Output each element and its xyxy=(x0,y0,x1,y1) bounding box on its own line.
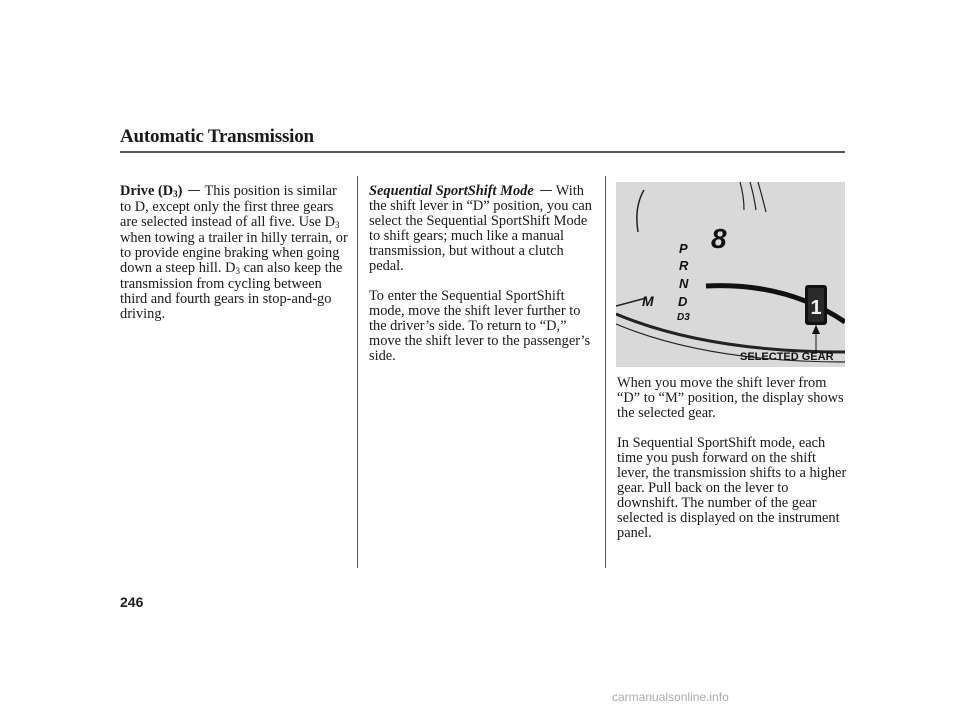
selected-gear-paragraph-1: When you move the shift lever from “D” to “M” position, the display shows the selected gear. xyxy=(617,375,844,421)
gear-n-label: N xyxy=(679,276,689,291)
page-title: Automatic Transmission xyxy=(120,126,314,147)
selected-gear-digit: 1 xyxy=(810,297,822,319)
gauge-arc xyxy=(637,190,644,232)
gear-m-label: M xyxy=(642,293,654,309)
dash xyxy=(188,190,200,191)
header-rule xyxy=(120,151,845,153)
column-selected-gear xyxy=(617,376,849,556)
gear-p-label: P xyxy=(679,241,688,256)
drive-d3-heading: Drive (D3) xyxy=(120,183,183,199)
gauge-arc xyxy=(758,182,766,212)
gear-d3-label: D3 xyxy=(677,312,690,323)
sportshift-paragraph-1: Sequential SportShift Mode With the shift lever in “D” position, you can select the Sequential SportShift Mode to shift gears; much like a manual transmission, but without a clutch pedal. xyxy=(369,183,592,274)
dash xyxy=(540,190,552,191)
gear-r-label: R xyxy=(679,258,689,273)
drive-d3-paragraph: Drive (D3) This position is similar to D, except only the first three gears are selected instead of all five. Use D3 when towing a trailer in hilly terrain, or to provide engine braking when going down a steep hill. D3 can also keep the transmission from cycling between third and fourth gears in stop-and-go driving. xyxy=(120,183,348,322)
column-divider-2 xyxy=(605,176,606,568)
column-divider-1 xyxy=(357,176,358,568)
gauge-arc xyxy=(740,182,744,210)
column-drive-d3 xyxy=(120,184,350,337)
figure-caption: SELECTED GEAR xyxy=(740,351,834,363)
sportshift-paragraph-2: To enter the Sequential SportShift mode, move the shift lever further to the driver’s side. To return to “D,” move the shift lever to the passenger’s side. xyxy=(369,288,591,364)
page-number: 246 xyxy=(120,594,144,610)
sportshift-heading: Sequential SportShift Mode xyxy=(369,183,534,199)
gear-d-label: D xyxy=(678,294,688,309)
column-sportshift xyxy=(369,184,601,379)
gauge-arc xyxy=(750,182,756,210)
pointer-arrow xyxy=(812,325,820,334)
selected-gear-paragraph-2: In Sequential SportShift mode, each time you push forward on the shift lever, the transmission shifts to a higher gear. Pull back on the lever to downshift. The number of the gear selected is displayed on the instrument panel. xyxy=(617,435,847,541)
speed-digit: 8 xyxy=(711,223,727,254)
instrument-panel-figure xyxy=(616,182,845,367)
footer-watermark: carmanualsonline.info xyxy=(612,690,729,704)
